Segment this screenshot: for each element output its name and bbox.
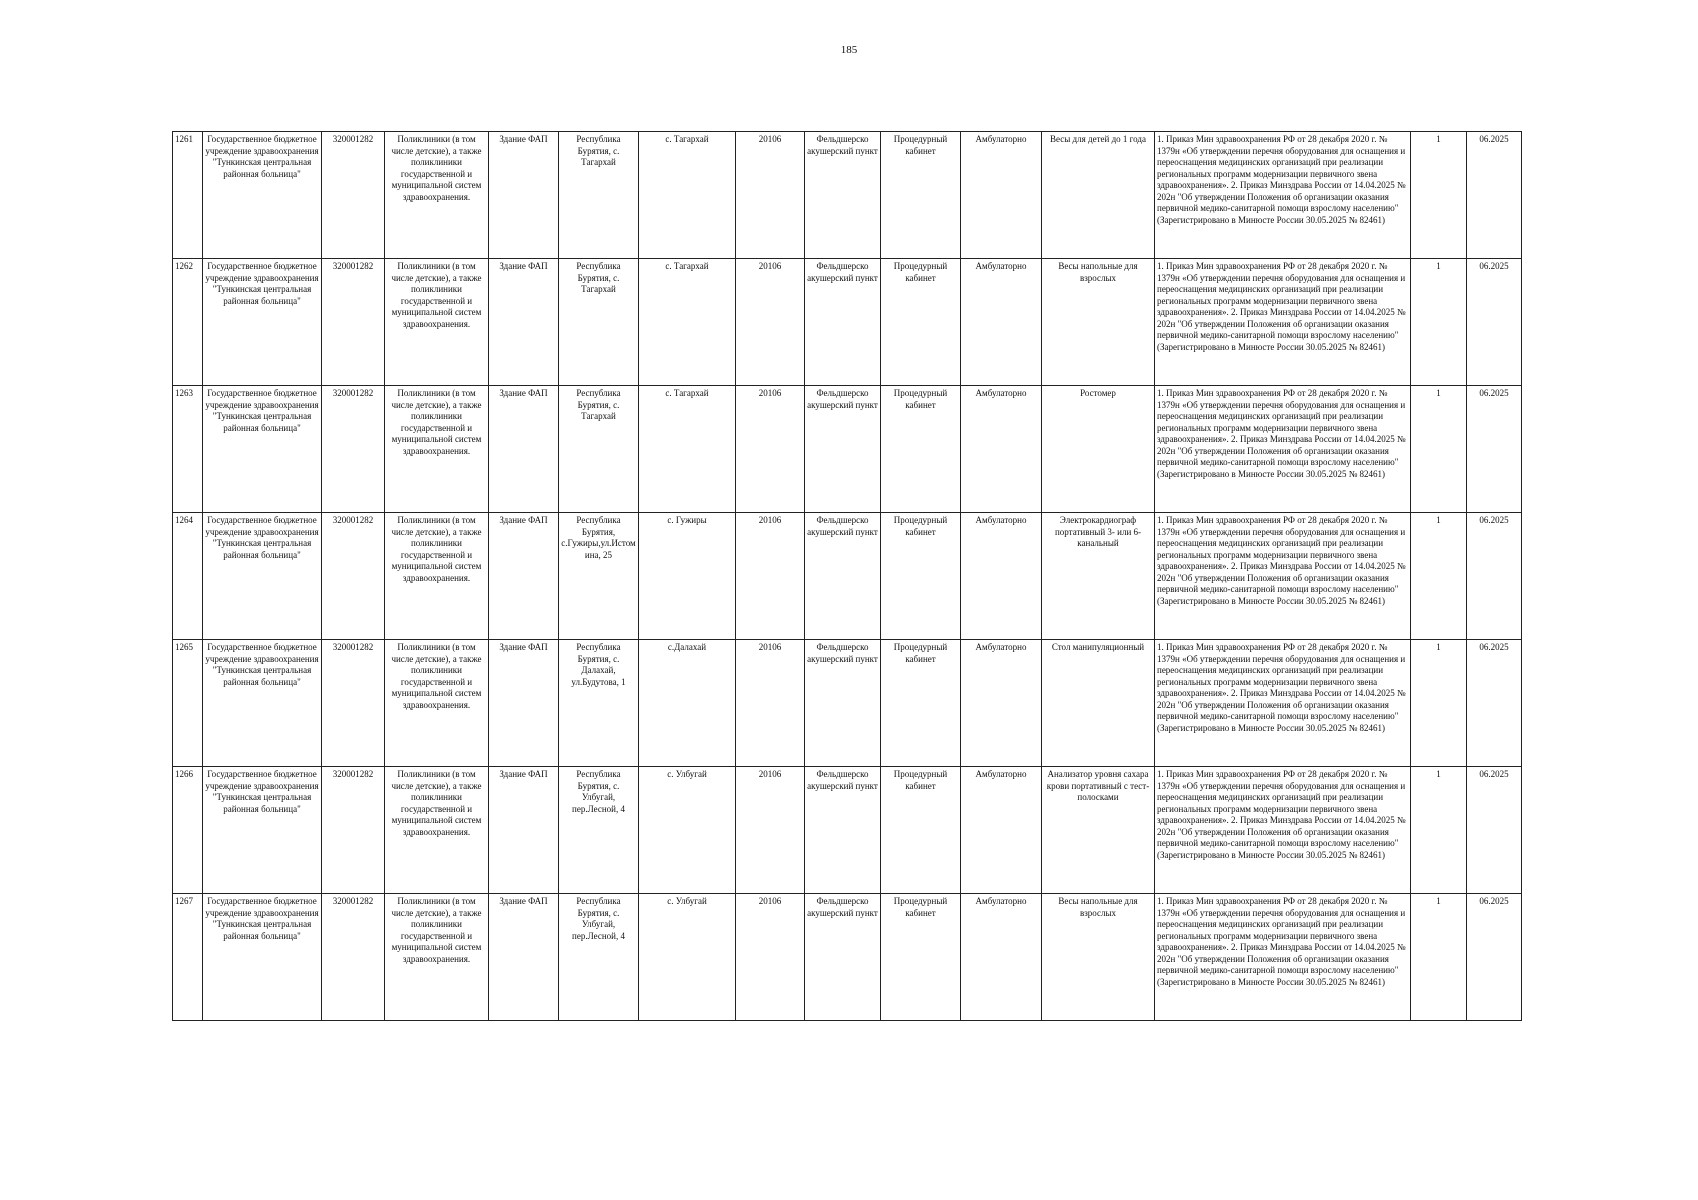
facility-type-cell: Поликлиники (в том числе детские), а также поликлиники государственной и муниципальной систем здравоохранения. <box>385 640 489 767</box>
organization-cell: Государственное бюджетное учреждение здравоохранения "Тункинская центральная районная больница" <box>203 894 322 1021</box>
settlement-cell: с. Гужиры <box>639 513 736 640</box>
unit-cell: Фельдшерско акушерский пункт <box>805 640 881 767</box>
equipment-cell: Весы напольные для взрослых <box>1042 259 1155 386</box>
unit-cell: Фельдшерско акушерский пункт <box>805 767 881 894</box>
table-row <box>173 259 1522 386</box>
address-cell: Республика Бурятия, с. Улбугай, пер.Лесной, 4 <box>559 894 639 1021</box>
legal-basis-cell: 1. Приказ Мин здравоохранения РФ от 28 декабря 2020 г. № 1379н «Об утверждении перечня оборудования для оснащения и переоснащения медицинских организаций при реализации региональных программ модернизации первичного звена здравоохранения». 2. Приказ Минздрава России от 14.04.2025 № 202н "Об утверждении Положения об организации оказания первичной медико-санитарной помощи взрослому населению" (Зарегистрировано в Минюсте России 30.05.2025 № 82461) <box>1155 894 1411 1021</box>
organization-cell: Государственное бюджетное учреждение здравоохранения "Тункинская центральная районная больница" <box>203 767 322 894</box>
table-body <box>173 132 1522 1021</box>
building-cell: Здание ФАП <box>489 132 559 259</box>
quantity-cell: 1 <box>1411 386 1467 513</box>
equipment-cell: Анализатор уровня сахара крови портативный с тест-полосками <box>1042 767 1155 894</box>
row-number: 1261 <box>173 132 203 259</box>
facility-type-cell: Поликлиники (в том числе детские), а также поликлиники государственной и муниципальной систем здравоохранения. <box>385 513 489 640</box>
care-type-cell: Амбулаторно <box>961 767 1042 894</box>
code-cell: 320001282 <box>322 513 385 640</box>
date-cell: 06.2025 <box>1467 767 1522 894</box>
row-number: 1267 <box>173 894 203 1021</box>
settlement-cell: с. Улбугай <box>639 767 736 894</box>
address-cell: Республика Бурятия, с. Тагархай <box>559 259 639 386</box>
building-cell: Здание ФАП <box>489 640 559 767</box>
care-type-cell: Амбулаторно <box>961 386 1042 513</box>
room-cell: Процедурный кабинет <box>881 640 961 767</box>
secondary-code-cell: 20106 <box>736 894 805 1021</box>
row-number: 1266 <box>173 767 203 894</box>
table-row <box>173 894 1522 1021</box>
organization-cell: Государственное бюджетное учреждение здравоохранения "Тункинская центральная районная больница" <box>203 386 322 513</box>
table-row <box>173 640 1522 767</box>
code-cell: 320001282 <box>322 259 385 386</box>
building-cell: Здание ФАП <box>489 767 559 894</box>
address-cell: Республика Бурятия, с. Далахай, ул.Будутова, 1 <box>559 640 639 767</box>
equipment-cell: Весы напольные для взрослых <box>1042 894 1155 1021</box>
organization-cell: Государственное бюджетное учреждение здравоохранения "Тункинская центральная районная больница" <box>203 640 322 767</box>
secondary-code-cell: 20106 <box>736 513 805 640</box>
unit-cell: Фельдшерско акушерский пункт <box>805 386 881 513</box>
page-number: 185 <box>840 44 858 56</box>
room-cell: Процедурный кабинет <box>881 386 961 513</box>
unit-cell: Фельдшерско акушерский пункт <box>805 894 881 1021</box>
date-cell: 06.2025 <box>1467 894 1522 1021</box>
organization-cell: Государственное бюджетное учреждение здравоохранения "Тункинская центральная районная больница" <box>203 132 322 259</box>
unit-cell: Фельдшерско акушерский пункт <box>805 513 881 640</box>
facility-type-cell: Поликлиники (в том числе детские), а также поликлиники государственной и муниципальной систем здравоохранения. <box>385 894 489 1021</box>
address-cell: Республика Бурятия, с.Гужиры,ул.Истомина, 25 <box>559 513 639 640</box>
legal-basis-cell: 1. Приказ Мин здравоохранения РФ от 28 декабря 2020 г. № 1379н «Об утверждении перечня оборудования для оснащения и переоснащения медицинских организаций при реализации региональных программ модернизации первичного звена здравоохранения». 2. Приказ Минздрава России от 14.04.2025 № 202н "Об утверждении Положения об организации оказания первичной медико-санитарной помощи взрослому населению" (Зарегистрировано в Минюсте России 30.05.2025 № 82461) <box>1155 386 1411 513</box>
organization-cell: Государственное бюджетное учреждение здравоохранения "Тункинская центральная районная больница" <box>203 259 322 386</box>
secondary-code-cell: 20106 <box>736 132 805 259</box>
room-cell: Процедурный кабинет <box>881 767 961 894</box>
date-cell: 06.2025 <box>1467 513 1522 640</box>
legal-basis-cell: 1. Приказ Мин здравоохранения РФ от 28 декабря 2020 г. № 1379н «Об утверждении перечня оборудования для оснащения и переоснащения медицинских организаций при реализации региональных программ модернизации первичного звена здравоохранения». 2. Приказ Минздрава России от 14.04.2025 № 202н "Об утверждении Положения об организации оказания первичной медико-санитарной помощи взрослому населению" (Зарегистрировано в Минюсте России 30.05.2025 № 82461) <box>1155 513 1411 640</box>
equipment-cell: Весы для детей до 1 года <box>1042 132 1155 259</box>
code-cell: 320001282 <box>322 132 385 259</box>
equipment-cell: Электрокардиограф портативный 3- или 6-канальный <box>1042 513 1155 640</box>
legal-basis-cell: 1. Приказ Мин здравоохранения РФ от 28 декабря 2020 г. № 1379н «Об утверждении перечня оборудования для оснащения и переоснащения медицинских организаций при реализации региональных программ модернизации первичного звена здравоохранения». 2. Приказ Минздрава России от 14.04.2025 № 202н "Об утверждении Положения об организации оказания первичной медико-санитарной помощи взрослому населению" (Зарегистрировано в Минюсте России 30.05.2025 № 82461) <box>1155 132 1411 259</box>
room-cell: Процедурный кабинет <box>881 259 961 386</box>
equipment-cell: Стол манипуляционный <box>1042 640 1155 767</box>
row-number: 1264 <box>173 513 203 640</box>
building-cell: Здание ФАП <box>489 259 559 386</box>
code-cell: 320001282 <box>322 386 385 513</box>
facility-type-cell: Поликлиники (в том числе детские), а также поликлиники государственной и муниципальной систем здравоохранения. <box>385 386 489 513</box>
building-cell: Здание ФАП <box>489 894 559 1021</box>
room-cell: Процедурный кабинет <box>881 132 961 259</box>
care-type-cell: Амбулаторно <box>961 259 1042 386</box>
building-cell: Здание ФАП <box>489 513 559 640</box>
date-cell: 06.2025 <box>1467 132 1522 259</box>
secondary-code-cell: 20106 <box>736 767 805 894</box>
equipment-cell: Ростомер <box>1042 386 1155 513</box>
address-cell: Республика Бурятия, с. Тагархай <box>559 132 639 259</box>
quantity-cell: 1 <box>1411 513 1467 640</box>
facility-type-cell: Поликлиники (в том числе детские), а также поликлиники государственной и муниципальной систем здравоохранения. <box>385 767 489 894</box>
facility-type-cell: Поликлиники (в том числе детские), а также поликлиники государственной и муниципальной систем здравоохранения. <box>385 259 489 386</box>
date-cell: 06.2025 <box>1467 640 1522 767</box>
quantity-cell: 1 <box>1411 640 1467 767</box>
table-row <box>173 767 1522 894</box>
room-cell: Процедурный кабинет <box>881 894 961 1021</box>
secondary-code-cell: 20106 <box>736 640 805 767</box>
equipment-table <box>172 131 1522 1021</box>
address-cell: Республика Бурятия, с. Улбугай, пер.Лесной, 4 <box>559 767 639 894</box>
code-cell: 320001282 <box>322 767 385 894</box>
code-cell: 320001282 <box>322 894 385 1021</box>
room-cell: Процедурный кабинет <box>881 513 961 640</box>
quantity-cell: 1 <box>1411 132 1467 259</box>
quantity-cell: 1 <box>1411 767 1467 894</box>
row-number: 1262 <box>173 259 203 386</box>
settlement-cell: с.Далахай <box>639 640 736 767</box>
row-number: 1265 <box>173 640 203 767</box>
care-type-cell: Амбулаторно <box>961 132 1042 259</box>
building-cell: Здание ФАП <box>489 386 559 513</box>
care-type-cell: Амбулаторно <box>961 513 1042 640</box>
settlement-cell: с. Тагархай <box>639 132 736 259</box>
settlement-cell: с. Тагархай <box>639 259 736 386</box>
legal-basis-cell: 1. Приказ Мин здравоохранения РФ от 28 декабря 2020 г. № 1379н «Об утверждении перечня оборудования для оснащения и переоснащения медицинских организаций при реализации региональных программ модернизации первичного звена здравоохранения». 2. Приказ Минздрава России от 14.04.2025 № 202н "Об утверждении Положения об организации оказания первичной медико-санитарной помощи взрослому населению" (Зарегистрировано в Минюсте России 30.05.2025 № 82461) <box>1155 259 1411 386</box>
settlement-cell: с. Тагархай <box>639 386 736 513</box>
unit-cell: Фельдшерско акушерский пункт <box>805 132 881 259</box>
organization-cell: Государственное бюджетное учреждение здравоохранения "Тункинская центральная районная больница" <box>203 513 322 640</box>
address-cell: Республика Бурятия, с. Тагархай <box>559 386 639 513</box>
date-cell: 06.2025 <box>1467 259 1522 386</box>
quantity-cell: 1 <box>1411 259 1467 386</box>
care-type-cell: Амбулаторно <box>961 894 1042 1021</box>
table-row <box>173 513 1522 640</box>
date-cell: 06.2025 <box>1467 386 1522 513</box>
row-number: 1263 <box>173 386 203 513</box>
table-row <box>173 132 1522 259</box>
quantity-cell: 1 <box>1411 894 1467 1021</box>
secondary-code-cell: 20106 <box>736 259 805 386</box>
facility-type-cell: Поликлиники (в том числе детские), а также поликлиники государственной и муниципальной систем здравоохранения. <box>385 132 489 259</box>
secondary-code-cell: 20106 <box>736 386 805 513</box>
legal-basis-cell: 1. Приказ Мин здравоохранения РФ от 28 декабря 2020 г. № 1379н «Об утверждении перечня оборудования для оснащения и переоснащения медицинских организаций при реализации региональных программ модернизации первичного звена здравоохранения». 2. Приказ Минздрава России от 14.04.2025 № 202н "Об утверждении Положения об организации оказания первичной медико-санитарной помощи взрослому населению" (Зарегистрировано в Минюсте России 30.05.2025 № 82461) <box>1155 767 1411 894</box>
code-cell: 320001282 <box>322 640 385 767</box>
care-type-cell: Амбулаторно <box>961 640 1042 767</box>
unit-cell: Фельдшерско акушерский пункт <box>805 259 881 386</box>
legal-basis-cell: 1. Приказ Мин здравоохранения РФ от 28 декабря 2020 г. № 1379н «Об утверждении перечня оборудования для оснащения и переоснащения медицинских организаций при реализации региональных программ модернизации первичного звена здравоохранения». 2. Приказ Минздрава России от 14.04.2025 № 202н "Об утверждении Положения об организации оказания первичной медико-санитарной помощи взрослому населению" (Зарегистрировано в Минюсте России 30.05.2025 № 82461) <box>1155 640 1411 767</box>
settlement-cell: с. Улбугай <box>639 894 736 1021</box>
table-row <box>173 386 1522 513</box>
